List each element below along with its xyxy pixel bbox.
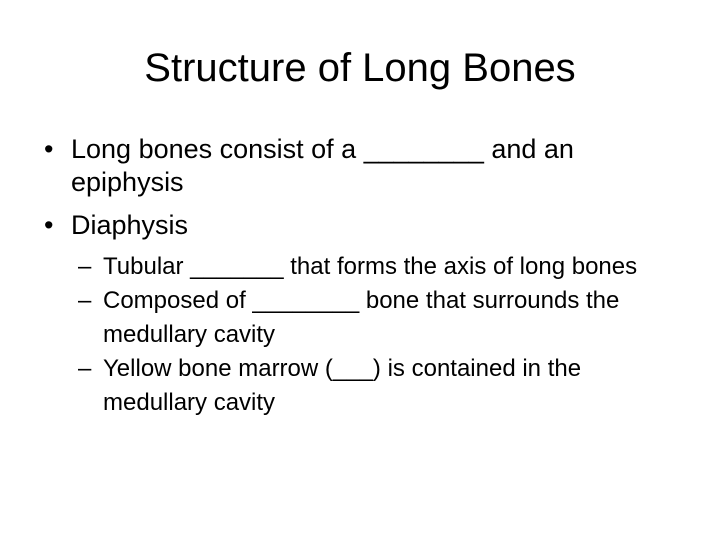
sub-bullet-marker: –: [78, 253, 92, 280]
slide-body: [44, 133, 684, 420]
bullet-text: Diaphysis: [71, 210, 189, 240]
bullet-marker: •: [44, 134, 54, 164]
bullet-text: Long bones consist of a ________ and an epiphysis: [71, 134, 574, 197]
sub-bullet-text: Composed of ________ bone that surrounds the medullary cavity: [103, 287, 620, 348]
sub-bullet-list: [44, 250, 684, 420]
sub-bullet-item: [44, 250, 684, 284]
sub-bullet-text: Tubular _______ that forms the axis of long bones: [103, 253, 638, 280]
slide-title: Structure of Long Bones: [144, 46, 576, 90]
sub-bullet-item: [44, 284, 684, 352]
sub-bullet-marker: –: [78, 287, 92, 314]
sub-bullet-marker: –: [78, 355, 92, 382]
bullet-marker: •: [44, 210, 54, 240]
bullet-item: [44, 133, 684, 199]
bullet-item: [44, 209, 684, 242]
sub-bullet-text: Yellow bone marrow (___) is contained in the medullary cavity: [103, 355, 582, 416]
sub-bullet-item: [44, 352, 684, 420]
